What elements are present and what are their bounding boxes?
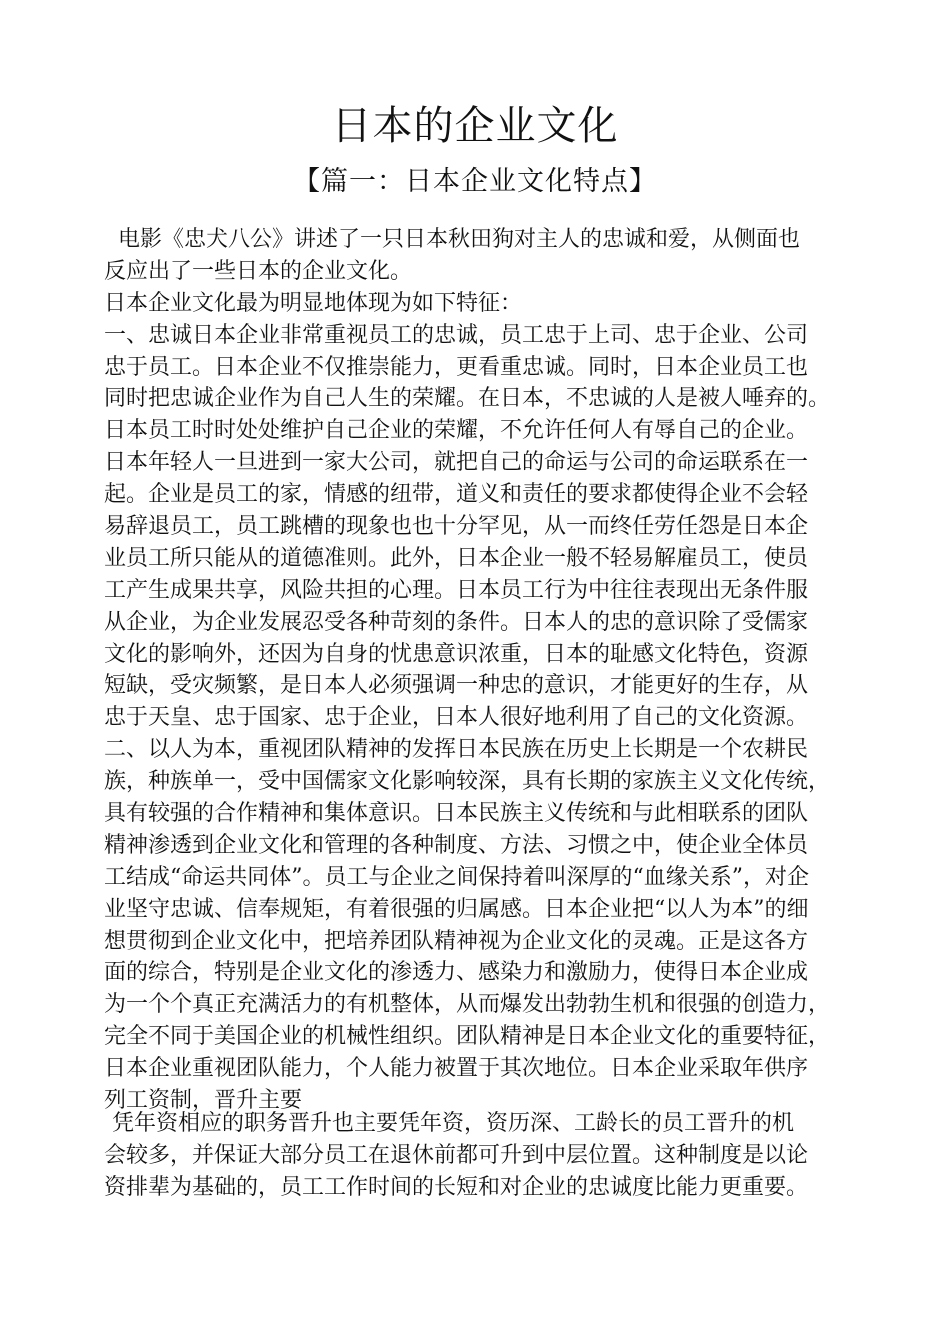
text-line: 从企业，为企业发展忍受各种苛刻的条件。日本人的忠的意识除了受儒家 (104, 609, 809, 635)
text-line: 列工资制，晋升主要 (104, 1088, 303, 1114)
text-line: 易辞退员工，员工跳槽的现象也也十分罕见，从一而终任劳任怨是日本企 (104, 514, 809, 540)
text-line: 面的综合，特别是企业文化的渗透力、感染力和激励力，使得日本企业成 (104, 960, 809, 986)
text-line: 为一个个真正充满活力的有机整体，从而爆发出勃勃生机和很强的创造力， (104, 992, 831, 1018)
text-line: 日本员工时时处处维护自己企业的荣耀，不允许任何人有辱自己的企业。 (104, 418, 809, 444)
body-paragraph (104, 224, 864, 1117)
continuation-paragraph (104, 1108, 864, 1204)
text-line: 文化的影响外，还因为自身的忧患意识浓重，日本的耻感文化特色，资源 (104, 641, 809, 667)
text-line: 业坚守忠诚、信奉规矩，有着很强的归属感。日本企业把“以人为本”的细 (104, 896, 809, 922)
text-line: 业员工所只能从的道德准则。此外，日本企业一般不轻易解雇员工，使员 (104, 545, 809, 571)
text-line: 会较多，并保证大部分员工在退休前都可升到中层位置。这种制度是以论 (104, 1142, 809, 1168)
text-line: 忠于天皇、忠于国家、忠于企业，日本人很好地利用了自己的文化资源。 (104, 705, 809, 731)
text-line: 忠于员工。日本企业不仅推崇能力，更看重忠诚。同时，日本企业员工也 (104, 354, 809, 380)
document-subtitle: 【篇一：日本企业文化特点】 (293, 166, 657, 197)
text-line: 工产生成果共享，风险共担的心理。日本员工行为中往往表现出无条件服 (104, 577, 809, 603)
text-line: 同时把忠诚企业作为自己人生的荣耀。在日本，不忠诚的人是被人唾弃的。 (104, 386, 831, 412)
text-line: 电影《忠犬八公》讲述了一只日本秋田狗对主人的忠诚和爱，从侧面也 (118, 227, 801, 252)
text-line: 日本年轻人一旦进到一家大公司，就把自己的命运与公司的命运联系在一 (104, 450, 809, 476)
text-line: 反应出了一些日本的企业文化。 (104, 258, 413, 284)
document-title: 日本的企业文化 (331, 103, 619, 149)
text-line: 完全不同于美国企业的机械性组织。团队精神是日本企业文化的重要特征， (104, 1024, 831, 1050)
text-line: 起。企业是员工的家，情感的纽带，道义和责任的要求都使得企业不会轻 (104, 482, 809, 508)
text-line: 想贯彻到企业文化中，把培养团队精神视为企业文化的灵魂。正是这各方 (104, 928, 809, 954)
text-line: 日本企业文化最为明显地体现为如下特征： (104, 290, 523, 316)
text-line: 工结成“命运共同体”。员工与企业之间保持着叫深厚的“血缘关系”，对企 (104, 864, 809, 890)
text-line: 二、以人为本，重视团队精神的发挥日本民族在历史上长期是一个农耕民 (104, 737, 809, 763)
text-line: 一、忠诚日本企业非常重视员工的忠诚，员工忠于上司、忠于企业、公司 (104, 322, 809, 348)
text-line: 凭年资相应的职务晋升也主要凭年资，资历深、工龄长的员工晋升的机 (112, 1111, 795, 1136)
text-line: 具有较强的合作精神和集体意识。日本民族主义传统和与此相联系的团队 (104, 801, 809, 827)
text-line: 族，种族单一，受中国儒家文化影响较深，具有长期的家族主义文化传统， (104, 769, 831, 795)
text-line: 短缺，受灾频繁，是日本人必须强调一种忠的意识，才能更好的生存，从 (104, 673, 809, 699)
text-line: 精神渗透到企业文化和管理的各种制度、方法、习惯之中，使企业全体员 (104, 832, 809, 858)
text-line: 日本企业重视团队能力，个人能力被置于其次地位。日本企业采取年供序 (104, 1056, 809, 1082)
text-line: 资排辈为基础的，员工工作时间的长短和对企业的忠诚度比能力更重要。 (104, 1174, 809, 1200)
